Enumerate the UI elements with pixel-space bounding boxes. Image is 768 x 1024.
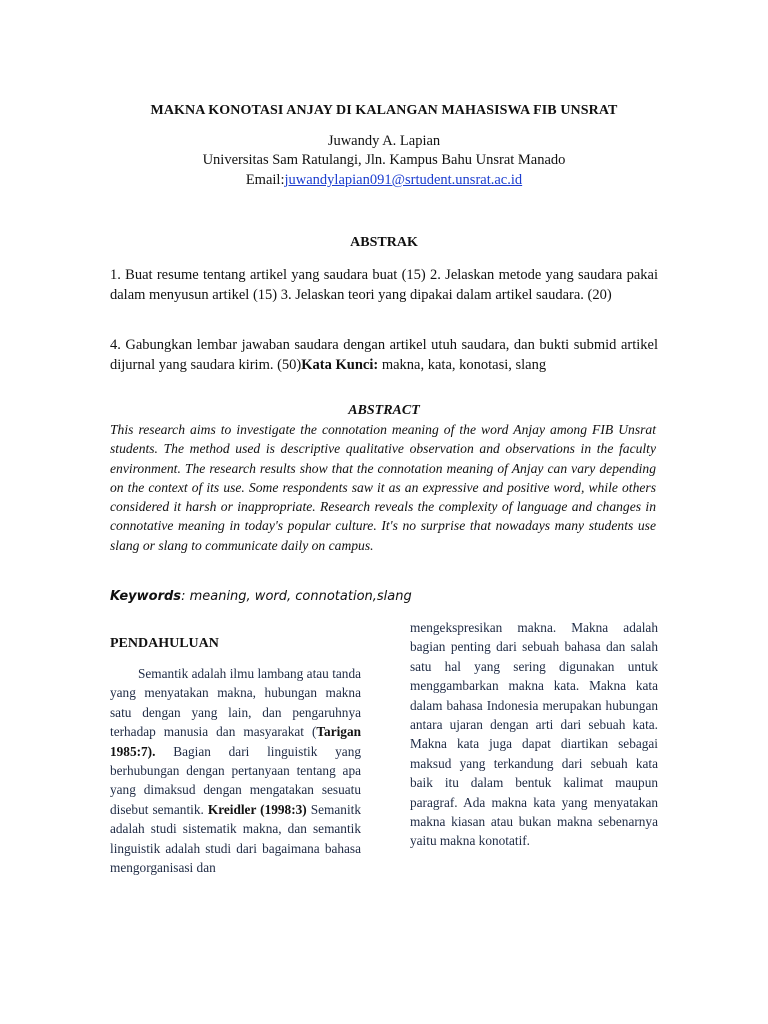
pendahuluan-paragraph: [110, 664, 361, 877]
kata-kunci-label: Kata Kunci:: [301, 356, 379, 373]
pendahuluan-text-c: Semanitk adalah studi sistematik makna, dan semantik linguistik adalah studi dari bagaimana bahasa mengorganisasi dan: [110, 801, 361, 876]
citation-tarigan: Tarigan 1985:7).: [110, 724, 361, 759]
keywords-label: Keywords: [110, 589, 182, 604]
keywords-line: [110, 589, 412, 604]
pendahuluan-text-b: Bagian dari linguistik yang berhubungan dengan pertanyaan tentang apa yang dimaksud dengan mengatakan sesuatu disebut semantik.: [110, 743, 361, 817]
author-affiliation: Universitas Sam Ratulangi, Jln. Kampus Bahu Unsrat Manado: [202, 152, 566, 168]
pendahuluan-text-a: Semantik adalah ilmu lambang atau tanda yang menyatakan makna, hubungan makna satu dengan yang lain, dan pengaruhnya terhadap manusia dan masyarakat (: [110, 666, 361, 740]
abstrak-paragraph-2-text: 4. Gabungkan lembar jawaban saudara dengan artikel utuh saudara, dan bukti submid artikel dijurnal yang saudara kirim. (50): [110, 337, 658, 373]
email-link[interactable]: juwandylapian091@srtudent.unsrat.ac.id: [284, 172, 523, 188]
author-name: Juwandy A. Lapian: [327, 133, 441, 149]
email-label: Email:: [245, 172, 285, 188]
pendahuluan-heading: PENDAHULUAN: [110, 636, 219, 651]
paper-title: MAKNA KONOTASI ANJAY DI KALANGAN MAHASISWA FIB UNSRAT: [150, 103, 618, 118]
abstrak-paragraph-1: 1. Buat resume tentang artikel yang saudara buat (15) 2. Jelaskan metode yang saudara pakai dalam menyusun artikel (15) 3. Jelaskan teori yang dipakai dalam artikel saudara. (20): [110, 267, 658, 303]
abstract-heading: ABSTRACT: [348, 403, 420, 418]
right-column: [410, 618, 658, 851]
pendahuluan-continued-paragraph: mengekspresikan makna. Makna adalah bagian penting dari sebuah bahasa dan salah satu hal yang sering digunakan untuk menggambarkan makna kata. Makna kata dalam bahasa Indonesia merupakan hubungan antara ujaran dengan arti dari sebuah kata. Makna kata juga dapat diartikan sebagai maksud yang terkandung dari sebuah kata baik itu dalam bentuk kalimat maupun paragraf. Ada makna kata yang menyatakan makna kiasan atau bukan makna sebenarnya yaitu makna konotatif.: [410, 620, 658, 849]
left-column: [110, 636, 361, 877]
abstrak-paragraph-2: [110, 336, 658, 375]
kata-kunci-value: makna, kata, konotasi, slang: [378, 356, 547, 373]
keywords-value: : meaning, word, connotation,slang: [181, 589, 412, 604]
citation-kreidler: Kreidler (1998:3): [207, 801, 307, 817]
author-email: [0, 172, 768, 189]
abstract-body: This research aims to investigate the connotation meaning of the word Anjay among FIB Unsrat students. The method used is descriptive qualitative observation and observations in the faculty environment. The research results show that the connotation meaning of Anjay can vary depending on the context of its use. Some respondents saw it as an expressive and positive word, while others considered it harsh or inappropriate. Research reveals the complexity of language and changes in connotative meaning in today's popular culture. It's no surprise that nowadays many students use slang or slang to communicate daily on campus.: [110, 422, 656, 553]
abstrak-heading: ABSTRAK: [350, 235, 418, 250]
